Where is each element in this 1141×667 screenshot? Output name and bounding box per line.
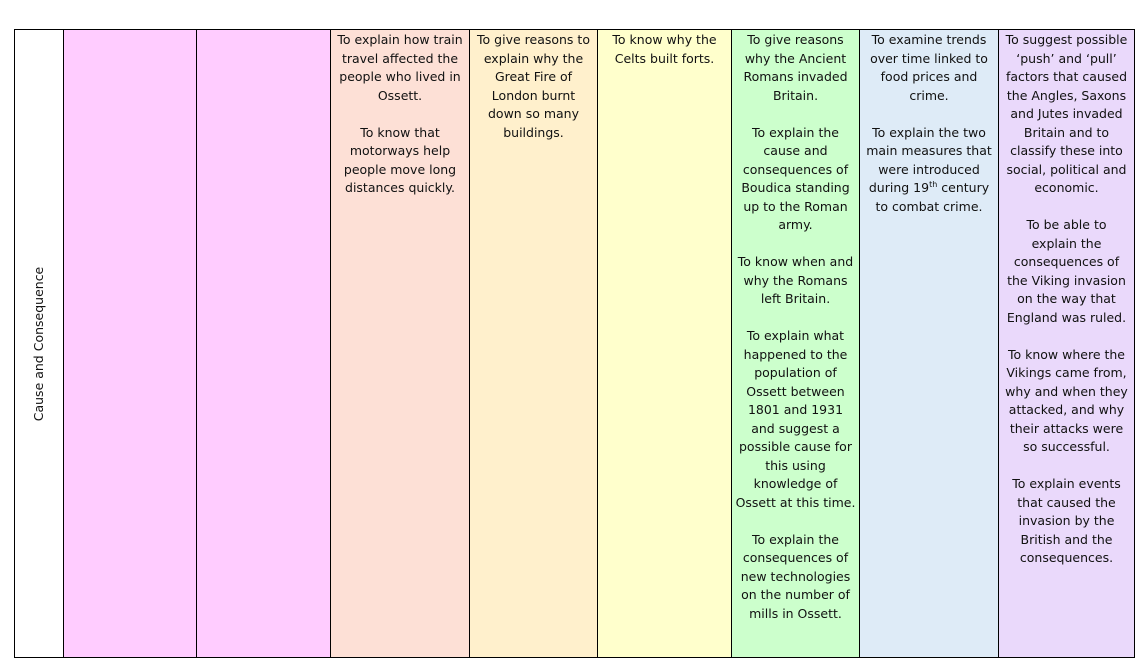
column-cell-1 (64, 30, 197, 658)
row-header-cell (15, 30, 64, 658)
column-cell-8 (999, 30, 1135, 658)
objective-text: To explain the cause and consequences of Boudica standing up to the Roman army. (741, 124, 850, 232)
objective-text: To explain the two main measures that were introduced during 19th century to combat crime. (866, 124, 992, 214)
objective-text: To know when and why the Romans left Britain. (737, 254, 854, 306)
objective-text: To explain how train travel affected the people who lived in Ossett. (337, 32, 463, 103)
objective-text: To know where the Vikings came from, why and when they attacked, and why their attacks were so successful. (1005, 346, 1128, 454)
row-label: Cause and Consequence (30, 266, 46, 421)
objective-text: To know that motorways help people move long distances quickly. (343, 124, 457, 195)
column-cell-3 (331, 30, 470, 658)
objective-text: To explain events that caused the invasion by the British and the consequences. (1012, 476, 1121, 565)
objective-text: To give reasons why the Ancient Romans invaded Britain. (743, 32, 848, 103)
objective-text: To suggest possible ‘push’ and ‘pull’ factors that caused the Angles, Saxons and Jutes invaded Britain and to classify these into social, political and economic. (1005, 32, 1128, 195)
objective-text: To explain what happened to the population of Ossett between 1801 and 1931 and suggest a possible cause for this using knowledge of Ossett at this time. (735, 328, 856, 510)
objective-text: To examine trends over time linked to food prices and crime. (870, 32, 988, 103)
column-cell-2 (197, 30, 331, 658)
objective-text: To explain the consequences of new technologies on the number of mills in Ossett. (740, 531, 851, 621)
cause-and-consequence-row (15, 30, 1135, 658)
column-cell-5 (598, 30, 732, 658)
objective-text: To be able to explain the consequences of the Viking invasion on the way that England was ruled. (1006, 217, 1127, 325)
column-cell-6 (732, 30, 860, 658)
objective-text: To give reasons to explain why the Great Fire of London burnt down so many buildings. (477, 32, 590, 140)
column-cell-7 (860, 30, 999, 658)
superscript: th (929, 179, 938, 189)
objective-text: To know why the Celts built forts. (612, 32, 717, 66)
column-cell-4 (470, 30, 598, 658)
curriculum-table (14, 29, 1135, 658)
